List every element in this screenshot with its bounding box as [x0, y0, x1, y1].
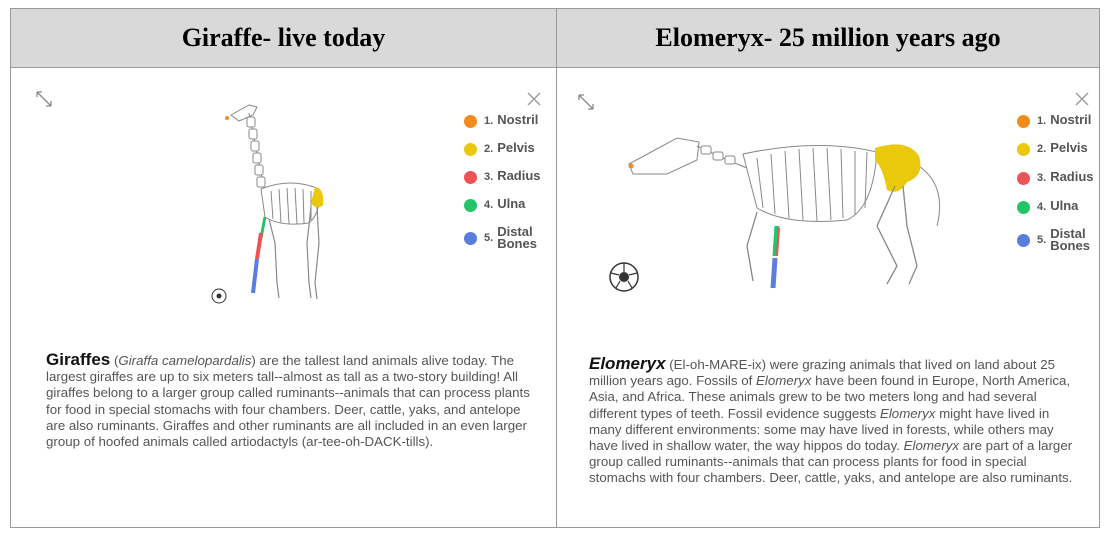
nostril-highlight	[629, 164, 634, 169]
pelvis-highlight	[875, 144, 921, 191]
radius-highlight	[257, 233, 261, 259]
distal-bones-highlight	[253, 259, 257, 293]
soccer-ball-icon	[212, 289, 226, 303]
legend-item-ulna: 4. Ulna	[464, 198, 556, 212]
giraffe-skeleton	[191, 93, 351, 313]
header-giraffe: Giraffe- live today	[11, 9, 556, 68]
nostril-dot-icon	[1017, 115, 1030, 128]
legend-item-nostril: 1. Nostril	[1017, 114, 1099, 128]
legend-item-ulna: 4. Ulna	[1017, 200, 1099, 214]
legend-item-pelvis: 2. Pelvis	[1017, 142, 1099, 156]
distal-bones-dot-icon	[464, 232, 477, 245]
pelvis-dot-icon	[1017, 143, 1030, 156]
legend-item-radius: 3. Radius	[1017, 171, 1099, 185]
legend-item-distal-bones: 5. Distal Bones	[464, 226, 556, 250]
elomeryx-description: Elomeryx (El-oh-MARE-ix) were grazing animals that lived on land about 25 million years ago. Fossils of Elomeryx have been found in Europe, North America, Asia, and Africa. These animals grew to be two meters long and had several different types of teeth. Fossil evidence suggests Elomeryx might have lived in many different environments: some may have lived in forests, while others may have lived in shallow water, the way hippos do today. Elomeryx are part of a larger group called ruminants--animals that can process plants for food in special stomachs with four chambers. Deer, cattle, yaks, and antelope are also ruminants.	[589, 354, 1073, 486]
giraffe-panel	[11, 68, 556, 527]
distal-bones-dot-icon	[1017, 234, 1030, 247]
ulna-dot-icon	[1017, 201, 1030, 214]
elomeryx-panel	[557, 68, 1099, 527]
ulna-dot-icon	[464, 199, 477, 212]
giraffe-scientific-name: Giraffa camelopardalis	[118, 353, 252, 368]
radius-dot-icon	[464, 171, 477, 184]
nostril-highlight	[225, 116, 229, 120]
comparison-table	[10, 8, 1100, 528]
distal-bones-highlight	[773, 258, 775, 288]
legend-item-radius: 3. Radius	[464, 170, 556, 184]
nostril-dot-icon	[464, 115, 477, 128]
legend-item-pelvis: 2. Pelvis	[464, 142, 556, 156]
expand-arrows-icon[interactable]	[35, 90, 53, 108]
legend-item-nostril: 1. Nostril	[464, 114, 556, 128]
header-elomeryx: Elomeryx- 25 million years ago	[556, 9, 1099, 68]
close-x-icon[interactable]	[1075, 92, 1089, 106]
pelvis-dot-icon	[464, 143, 477, 156]
expand-arrows-icon[interactable]	[577, 93, 595, 111]
elomeryx-skeleton	[607, 116, 967, 291]
legend-item-distal-bones: 5. Distal Bones	[1017, 228, 1099, 252]
radius-dot-icon	[1017, 172, 1030, 185]
giraffe-name: Giraffes	[46, 350, 111, 369]
close-x-icon[interactable]	[527, 92, 541, 106]
elomeryx-name: Elomeryx	[589, 354, 666, 373]
giraffe-description: Giraffes (Giraffa camelopardalis) are the tallest land animals alive today. The largest giraffes are up to six meters tall--almost as tall as a two-story building! All giraffes belong to a larger group called ruminants--animals that can process plants for food in special stomachs with four chambers. Deer, cattle, yaks, and antelope are also ruminants. Giraffes and other ruminants are all included in an even larger group of hoofed animals called artiodactyls (ar-tee-oh-DACK-tills).	[46, 350, 530, 450]
soccer-ball-icon	[608, 261, 640, 293]
